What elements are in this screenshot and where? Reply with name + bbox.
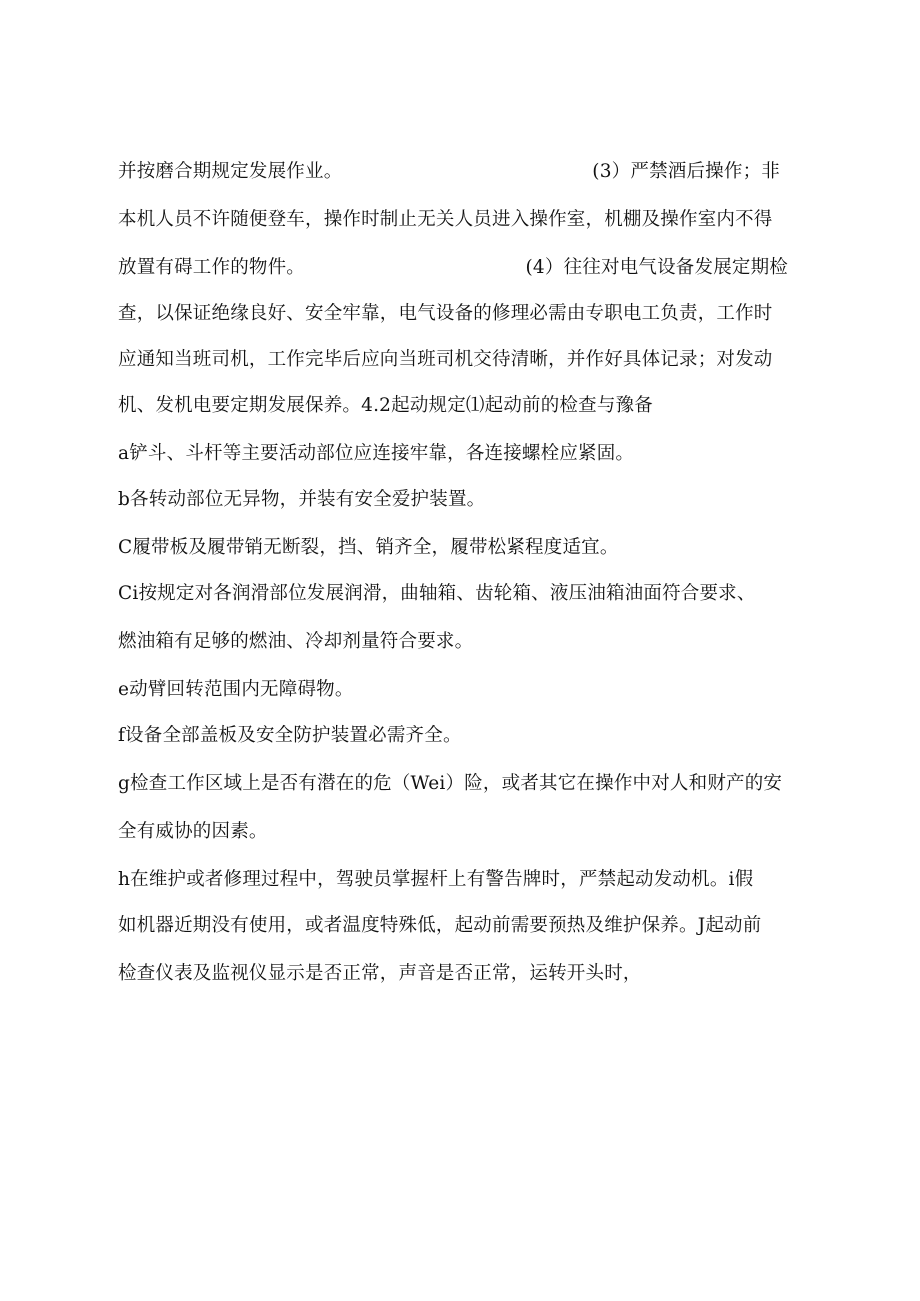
text-line-1-right: (3）严禁酒后操作；非	[592, 161, 780, 182]
text-line-9: C履带板及履带销无断裂，挡、销齐全，履带松紧程度适宜。	[118, 537, 619, 558]
text-line-18: 检查仪表及监视仪显示是否正常，声音是否正常，运转开头时，	[118, 963, 642, 984]
text-line-15: 全有威协的因素。	[118, 821, 268, 842]
text-line-3-right: (4）往往对电气设备发展定期检	[525, 257, 788, 278]
text-line-10: Ci按规定对各润滑部位发展润滑，曲轴箱、齿轮箱、液压油箱油面符合要求、	[118, 583, 756, 604]
text-line-1	[118, 158, 780, 186]
text-line-5: 应通知当班司机，工作完毕后应向当班司机交待清晰，并作好具体记录；对发动	[118, 349, 773, 370]
text-line-7: a铲斗、斗杆等主要活动部位应连接牢靠，各连接螺栓应紧固。	[118, 443, 635, 464]
text-line-12: e动臂回转范围内无障碍物。	[118, 679, 354, 700]
text-line-14: g检查工作区域上是否有潜在的危（Wei）险，或者其它在操作中对人和财产的安	[118, 773, 783, 794]
text-line-3-left: 放置有碍工作的物件。	[118, 257, 306, 278]
text-line-3	[118, 254, 788, 282]
text-line-2: 本机人员不许随便登车，操作时制止无关人员进入操作室，机棚及操作室内不得	[118, 209, 773, 230]
text-line-17: 如机器近期没有使用，或者温度特殊低，起动前需要预热及维护保养。J起动前	[118, 915, 762, 936]
text-line-1-left: 并按磨合期规定发展作业。	[118, 161, 343, 182]
text-line-11: 燃油箱有足够的燃油、冷却剂量符合要求。	[118, 631, 474, 652]
text-line-13: f设备全部盖板及安全防护装置必需齐全。	[118, 725, 462, 746]
text-line-16: h在维护或者修理过程中，驾驶员掌握杆上有警告牌时，严禁起动发动机。i假	[118, 869, 754, 890]
text-line-6: 机、发机电要定期发展保养。4.2起动规定⑴起动前的检查与豫备	[118, 395, 653, 416]
text-line-8: b各转动部位无异物，并装有安全爱护装置。	[118, 489, 486, 510]
text-line-4: 查，以保证绝缘良好、安全牢靠，电气设备的修理必需由专职电工负责，工作时	[118, 303, 773, 324]
